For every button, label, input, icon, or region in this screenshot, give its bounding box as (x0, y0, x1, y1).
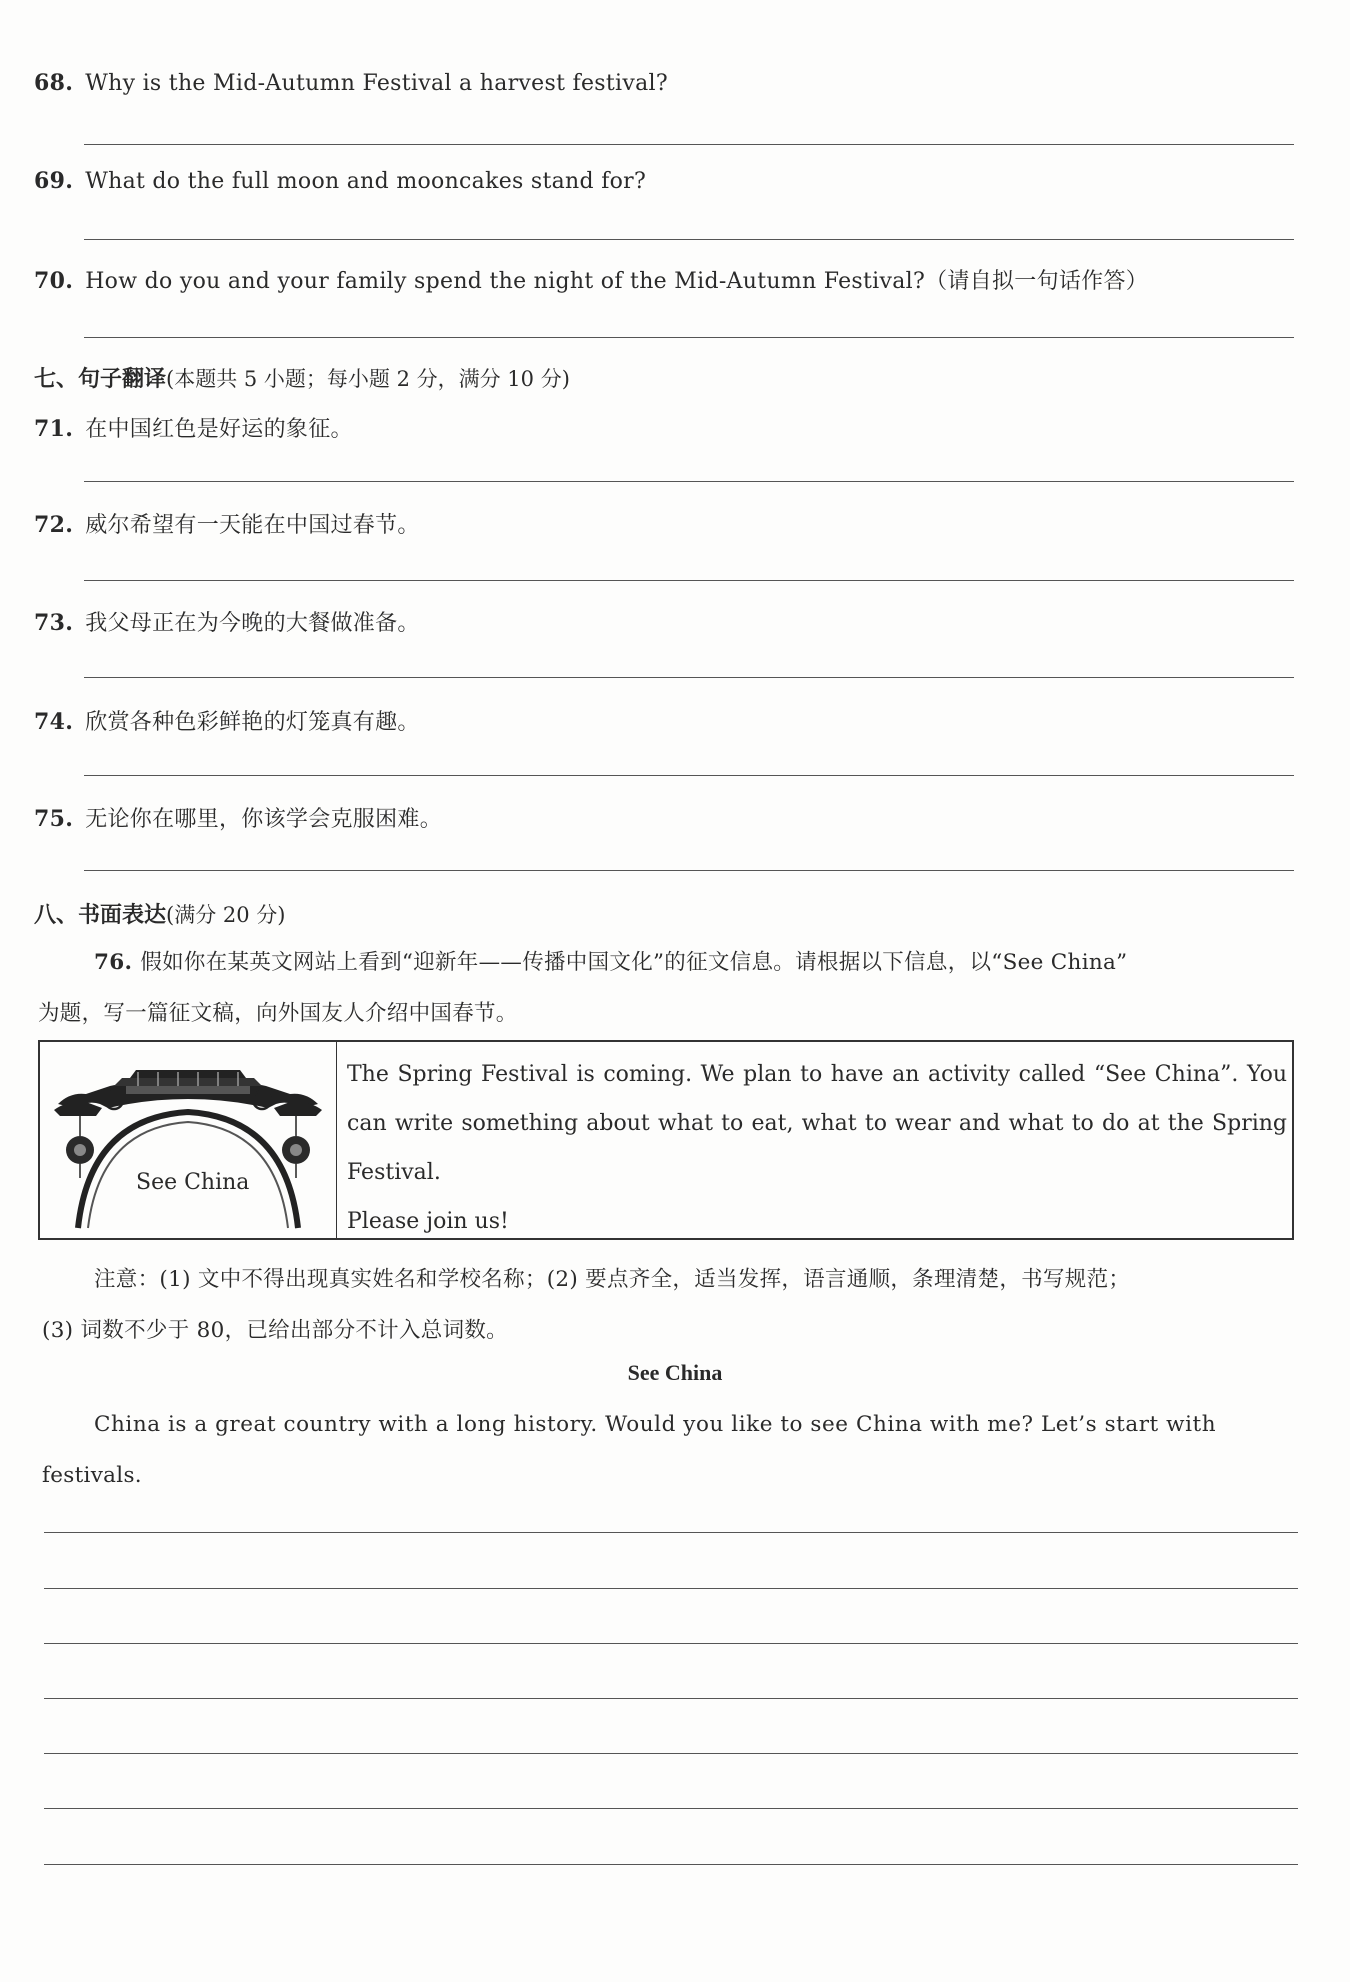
question-number: 75. (34, 806, 74, 832)
question-76-line1 (94, 945, 1127, 976)
writing-line[interactable] (44, 1643, 1298, 1644)
question-text: 在中国红色是好运的象征。 (85, 417, 353, 442)
question-number: 69. (34, 168, 74, 194)
question-69 (34, 168, 646, 194)
question-number: 76. (94, 950, 133, 975)
question-number: 74. (34, 709, 74, 735)
question-74 (34, 705, 420, 736)
section-title: 七、句子翻译 (34, 366, 167, 392)
question-text: 我父母正在为今晚的大餐做准备。 (85, 611, 420, 636)
picture-label: See China (136, 1170, 250, 1195)
see-china-illustration (40, 1042, 337, 1238)
info-body: The Spring Festival is coming. We plan to have an activity called “See China”. You can write something about what to eat, what to wear and what to do at the Spring Festival. (347, 1062, 1287, 1185)
question-number: 72. (34, 512, 74, 538)
question-76-line2: 为题，写一篇征文稿，向外国友人介绍中国春节。 (38, 1001, 518, 1026)
writing-line[interactable] (44, 1698, 1298, 1699)
answer-line-69[interactable] (84, 239, 1294, 240)
info-closing: Please join us! (347, 1209, 509, 1234)
answer-line-70[interactable] (84, 337, 1294, 338)
question-number: 71. (34, 416, 74, 442)
question-72 (34, 508, 420, 539)
writing-line[interactable] (44, 1808, 1298, 1809)
question-number: 73. (34, 610, 74, 636)
essay-opening-line1: China is a great country with a long history. Would you like to see China with me? Let’s start with (94, 1412, 1217, 1437)
answer-line-71[interactable] (84, 481, 1294, 482)
answer-line-72[interactable] (84, 580, 1294, 581)
section-note: (本题共 5 小题；每小题 2 分，满分 10 分) (166, 367, 570, 391)
answer-line-75[interactable] (84, 870, 1294, 871)
answer-line-74[interactable] (84, 775, 1294, 776)
section-title: 八、书面表达 (34, 902, 167, 928)
question-number: 68. (34, 70, 74, 96)
info-text (347, 1050, 1287, 1246)
section-note: (满分 20 分) (166, 903, 286, 927)
question-73 (34, 606, 420, 637)
question-68 (34, 70, 668, 96)
question-text: What do the full moon and mooncakes stand for? (85, 169, 647, 194)
question-number: 70. (34, 268, 74, 294)
answer-line-73[interactable] (84, 677, 1294, 678)
writing-line[interactable] (44, 1864, 1298, 1865)
essay-title: See China (627, 1360, 723, 1385)
question-text: How do you and your family spend the night of the Mid-Autumn Festival?（请自拟一句话作答） (85, 269, 1149, 294)
notes-line2: (3) 词数不少于 80，已给出部分不计入总词数。 (42, 1318, 508, 1343)
section-7-heading (34, 362, 570, 393)
writing-line[interactable] (44, 1532, 1298, 1533)
notes-line1: 注意：(1) 文中不得出现真实姓名和学校名称；(2) 要点齐全，适当发挥，语言通顺，条理清楚，书写规范； (94, 1267, 1131, 1292)
pavilion-gate-icon (40, 1042, 336, 1238)
question-text: 假如你在某英文网站上看到“迎新年——传播中国文化”的征文信息。请根据以下信息，以“See China” (140, 950, 1128, 975)
question-71 (34, 412, 353, 443)
question-text: Why is the Mid-Autumn Festival a harvest festival? (85, 71, 668, 96)
question-75 (34, 802, 442, 833)
question-70 (34, 264, 1148, 295)
writing-line[interactable] (44, 1753, 1298, 1754)
section-8-heading (34, 898, 285, 929)
question-text: 欣赏各种色彩鲜艳的灯笼真有趣。 (85, 710, 420, 735)
info-box (38, 1040, 1294, 1240)
question-text: 威尔希望有一天能在中国过春节。 (85, 513, 420, 538)
answer-line-68[interactable] (84, 144, 1294, 145)
essay-opening-line2: festivals. (42, 1463, 142, 1488)
writing-line[interactable] (44, 1588, 1298, 1589)
question-text: 无论你在哪里，你该学会克服困难。 (85, 807, 442, 832)
